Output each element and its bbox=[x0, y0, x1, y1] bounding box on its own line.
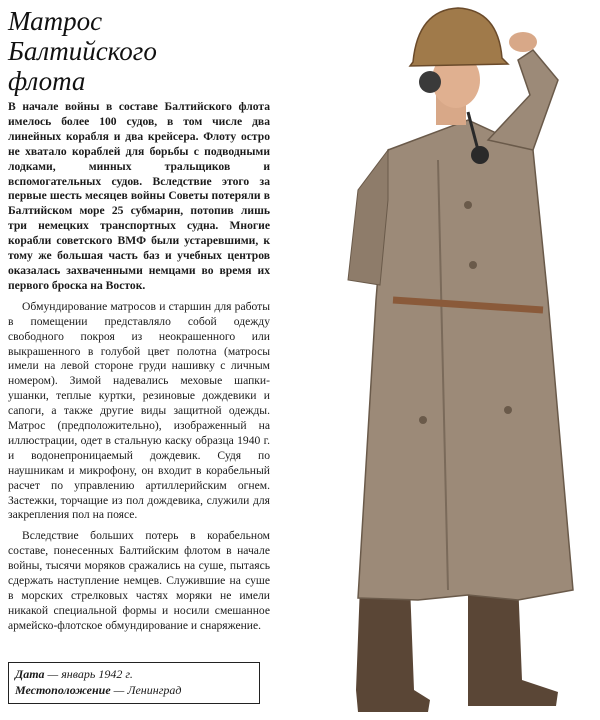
left-arm bbox=[348, 150, 388, 285]
date-line: Дата — январь 1942 г. bbox=[15, 667, 133, 681]
location-line: Местоположение — Ленинград bbox=[15, 683, 182, 697]
land-service-paragraph: Вследствие больших потерь в корабельном составе, понесенных Балтийским флотом в начале войны, тысячи моряков сражались на суше, пытаясь сдержать наступление немцев. Служившие на суше в морских стрелковых частях моряки не имели никакой специальной формы и носили смешанное армейско-флотское обмундирование и снаряжение. bbox=[8, 529, 270, 632]
helmet bbox=[410, 8, 508, 66]
page-title bbox=[8, 6, 157, 96]
info-box bbox=[8, 662, 260, 704]
saluting-hand bbox=[509, 32, 537, 52]
location-label: Местоположение bbox=[15, 683, 111, 697]
microphone-icon bbox=[471, 146, 489, 164]
raincoat bbox=[358, 120, 573, 600]
uniform-paragraph: Обмундирование матросов и старшин для работы в помещении представляло собой одежду свободного покроя из неокрашенного или выкрашенного в голубой цвет полотна (матросы имели на левой стороне груди нашивку с личным номером). Зимой надевались меховые шапки-ушанки, теплые куртки, резиновые дождевики и сапоги, а также другие виды защитной одежды. Матрос (предположительно), изображенный на иллюстрации, одет в стальную каску образца 1940 г. и водонепроницаемый дождевик. Судя по наушникам и микрофону, он входит в корабельный расчет по управлению артиллерийским огнем. Застежки, торчащие из пол дождевика, служили для закрепления пол на поясе. bbox=[8, 299, 270, 522]
headphone-icon bbox=[419, 71, 441, 93]
sailor-illustration bbox=[318, 0, 600, 720]
location-value: Ленинград bbox=[127, 683, 182, 697]
title-line-2: Балтийского bbox=[8, 36, 157, 66]
article-body bbox=[8, 100, 270, 640]
left-boot bbox=[356, 585, 430, 712]
intro-paragraph: В начале войны в составе Балтийского флота имелось более 100 судов, в том числе два линейных корабля и два крейсера. Флоту остро не хватало кораблей для борьбы с подводными лодками, минных тральщиков и вспомогательных судов. Вследствие этого за первые шесть месяцев войны Советы потеряли в Балтийском море 25 субмарин, потопив лишь три немецких транспортных судна. Многие корабли советского ВМФ были устаревшими, к тому же большая часть баз и учебных центров оказалась захваченными немцами во время их первого броска на Восток. bbox=[8, 100, 270, 292]
date-value: январь 1942 г. bbox=[61, 667, 133, 681]
title-line-3: флота bbox=[8, 66, 86, 96]
right-arm bbox=[488, 50, 558, 150]
date-label: Дата bbox=[15, 667, 45, 681]
title-line-1: Матрос bbox=[8, 6, 103, 36]
